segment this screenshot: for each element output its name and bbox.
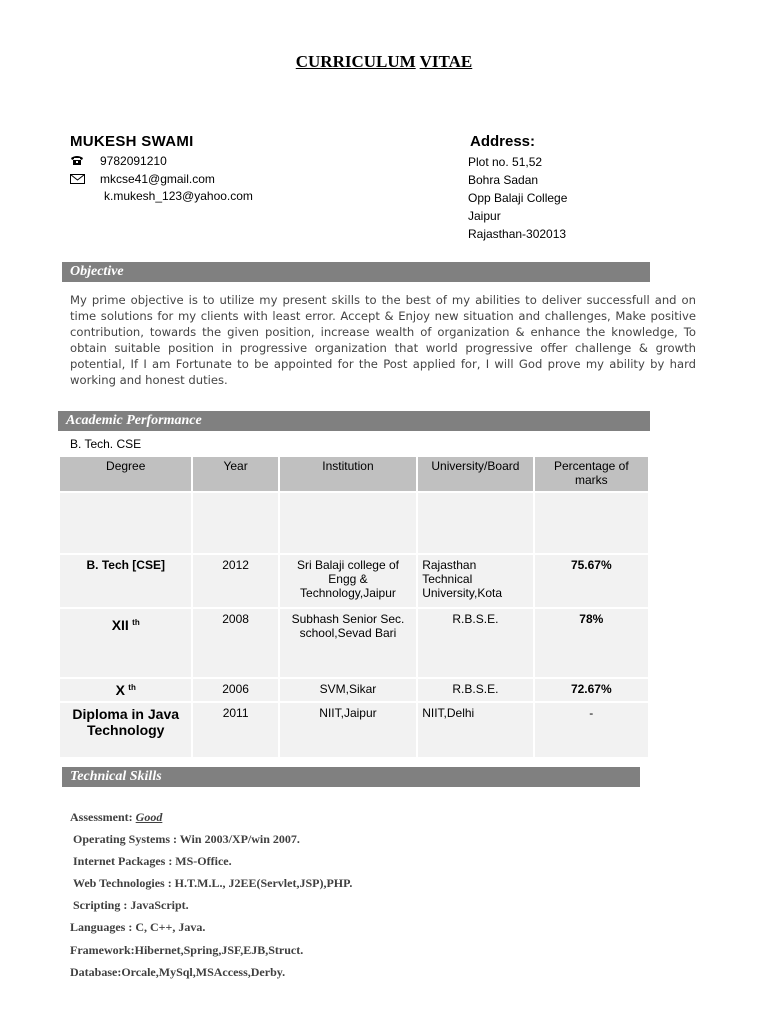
percent-cell: 75.67%	[535, 555, 648, 607]
table-row	[60, 609, 648, 677]
board-cell: R.B.S.E.	[418, 679, 532, 701]
column-header-degree: Degree	[60, 457, 191, 491]
table-cell	[280, 493, 416, 553]
table-row-empty	[60, 493, 648, 553]
year-cell: 2012	[193, 555, 277, 607]
phone-icon	[70, 155, 84, 166]
address-line: Opp Balaji College	[468, 191, 568, 205]
table-row	[60, 679, 648, 701]
board-cell: R.B.S.E.	[418, 609, 532, 677]
address-heading: Address:	[470, 133, 536, 150]
board-cell: Rajasthan Technical University,Kota	[418, 555, 532, 607]
academic-subtitle: B. Tech. CSE	[70, 437, 142, 451]
year-cell: 2006	[193, 679, 277, 701]
percent-cell: 78%	[535, 609, 648, 677]
column-header-percentage: Percentage of marks	[535, 457, 648, 491]
board-cell: NIIT,Delhi	[418, 703, 532, 757]
skill-item: Framework:Hibernet,Spring,JSF,EJB,Struct.	[70, 943, 304, 957]
objective-section-header: Objective	[62, 262, 650, 282]
academic-section-header: Academic Performance	[58, 411, 650, 431]
percent-cell: -	[535, 703, 648, 757]
title-part1: CURRICULUM	[295, 52, 416, 71]
table-cell	[418, 493, 532, 553]
title-part2: VITAE	[419, 52, 473, 71]
table-header-row	[60, 457, 648, 491]
assessment-value: Good	[135, 810, 163, 824]
year-cell: 2011	[193, 703, 277, 757]
address-line: Plot no. 51,52	[468, 155, 543, 169]
phone-number: 9782091210	[100, 154, 167, 168]
table-cell	[60, 493, 191, 553]
degree-cell: Diploma in Java Technology	[60, 703, 191, 757]
table-row	[60, 555, 648, 607]
address-block	[468, 153, 567, 243]
email-secondary[interactable]: k.mukesh_123@yahoo.com	[104, 189, 253, 203]
skill-item: Operating Systems : Win 2003/XP/win 2007.	[73, 832, 300, 846]
skill-item: Database:Orcale,MySql,MSAccess,Derby.	[70, 965, 286, 979]
institution-cell: SVM,Sikar	[280, 679, 416, 701]
institution-cell: Subhash Senior Sec. school,Sevad Bari	[280, 609, 416, 677]
address-line: Bohra Sadan	[468, 173, 539, 187]
institution-cell: NIIT,Jaipur	[280, 703, 416, 757]
assessment-line	[70, 810, 162, 825]
page-title	[0, 52, 768, 72]
objective-text: My prime objective is to utilize my present skills to the best of my abilities to deliver successfull and on time solutions for my clients with least error. Accept & Enjoy new situation and challenges, Make positive contribution, towards the given position, increase wealth of organization & enhance the knowledge, To obtain suitable position in progressive organization that world progressive offer challenge & growth potential, If I am Fortunate to be appointed for the Post applied for, I will God prove my ability by hard working and honest duties.	[70, 293, 696, 387]
table-cell	[535, 493, 648, 553]
skill-item: Scripting : JavaScript.	[73, 898, 189, 912]
address-line: Rajasthan-302013	[468, 227, 567, 241]
email-primary[interactable]: mkcse41@gmail.com	[100, 172, 215, 186]
assessment-label: Assessment:	[70, 810, 133, 824]
address-line: Jaipur	[468, 209, 501, 223]
degree-cell: X $^{th}$	[60, 679, 191, 701]
column-header-year: Year	[193, 457, 277, 491]
column-header-institution: Institution	[280, 457, 416, 491]
percent-cell: 72.67%	[535, 679, 648, 701]
skill-item: Internet Packages : MS-Office.	[73, 854, 232, 868]
table-row	[60, 703, 648, 757]
institution-cell: Sri Balaji college of Engg & Technology,Jaipur	[280, 555, 416, 607]
year-cell: 2008	[193, 609, 277, 677]
skill-item: Languages : C, C++, Java.	[70, 920, 206, 934]
column-header-board: University/Board	[418, 457, 532, 491]
skills-section-header: Technical Skills	[62, 767, 640, 787]
table-cell	[193, 493, 277, 553]
academic-table	[58, 455, 650, 759]
person-name: MUKESH SWAMI	[70, 133, 194, 150]
degree-cell: XII $^{th}$	[60, 609, 191, 677]
envelope-icon	[70, 174, 85, 184]
degree-cell: B. Tech [CSE]	[60, 555, 191, 607]
skill-item: Web Technologies : H.T.M.L., J2EE(Servlet,JSP),PHP.	[73, 876, 353, 890]
